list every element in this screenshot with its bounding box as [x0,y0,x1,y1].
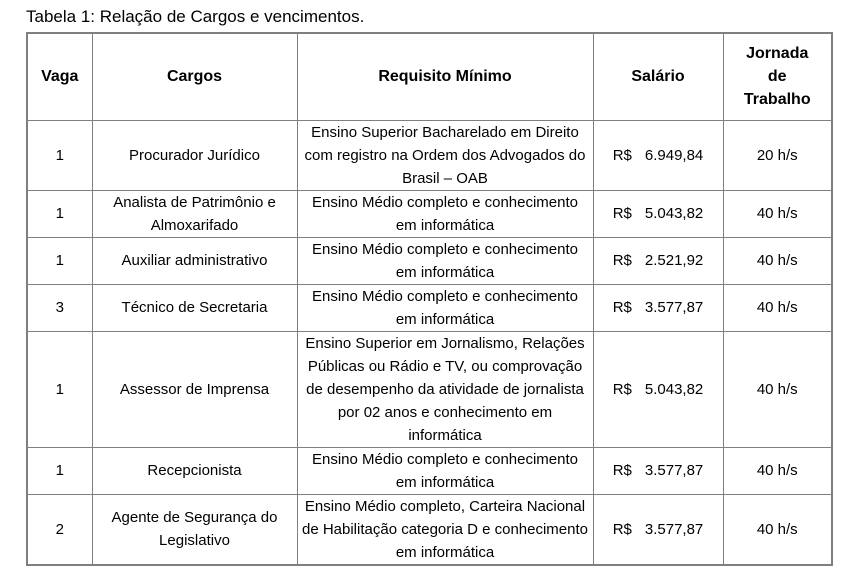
currency-label: R$ [612,299,632,316]
cargo-cell: Analista de Patrimônio e Almoxarifado [92,190,297,237]
table-row [27,447,832,494]
salario-value: 6.949,84 [644,146,704,164]
header-jornada [723,33,832,120]
requisito-cell: Ensino Médio completo e conhecimento em informática [297,447,593,494]
cargo-cell: Auxiliar administrativo [92,237,297,284]
salario-cell [593,494,723,565]
salario-value: 5.043,82 [644,380,704,398]
vaga-cell: 1 [27,190,92,237]
salario-cell [593,190,723,237]
currency-label: R$ [612,380,632,398]
salario-value: 3.577,87 [644,462,704,479]
salario-cell [593,237,723,284]
jornada-cell: 40 h/s [723,190,832,237]
jornada-cell: 20 h/s [723,120,832,190]
jobs-table [26,32,833,566]
table-row [27,190,832,237]
cargo-cell: Recepcionista [92,447,297,494]
cargo-cell: Agente de Segurança do Legislativo [92,494,297,565]
currency-label: R$ [612,205,632,222]
cargo-cell: Técnico de Secretaria [92,284,297,331]
header-salario [593,33,723,120]
jornada-cell: 40 h/s [723,237,832,284]
table-row [27,331,832,447]
requisito-cell: Ensino Superior em Jornalismo, Relações Públicas ou Rádio e TV, ou comprovação de desempenho da atividade de jornalista por 02 anos e conhecimento em informática [297,331,593,447]
requisito-cell: Ensino Médio completo e conhecimento em informática [297,237,593,284]
table-row [27,237,832,284]
salario-cell [593,331,723,447]
table-row [27,120,832,190]
vaga-cell: 3 [27,284,92,331]
currency-label: R$ [612,252,632,269]
jornada-cell: 40 h/s [723,284,832,331]
salario-cell [593,447,723,494]
vaga-cell: 1 [27,331,92,447]
cargo-cell: Assessor de Imprensa [92,331,297,447]
salario-value: 3.577,87 [644,520,704,538]
header-requisito-label: Requisito Mínimo [378,68,512,86]
vaga-cell: 2 [27,494,92,565]
header-cargos [92,33,297,120]
header-salario-label: Salário [631,68,685,86]
cargo-cell: Procurador Jurídico [92,120,297,190]
salario-cell [593,284,723,331]
header-requisito [297,33,593,120]
table-caption: Tabela 1: Relação de Cargos e vencimentos. [26,7,365,26]
header-row [27,33,832,120]
salario-value: 5.043,82 [644,205,704,222]
header-vaga-label: Vaga [41,68,79,86]
requisito-cell: Ensino Médio completo, Carteira Nacional de Habilitação categoria D e conhecimento em informática [297,494,593,565]
salario-value: 3.577,87 [644,299,704,316]
header-cargos-label: Cargos [166,68,223,86]
header-vaga [27,33,92,120]
table-row [27,284,832,331]
currency-label: R$ [612,520,632,538]
jornada-cell: 40 h/s [723,447,832,494]
jornada-cell: 40 h/s [723,331,832,447]
header-jornada-label: Jornada de Trabalho [743,45,811,109]
vaga-cell: 1 [27,237,92,284]
salario-cell [593,120,723,190]
currency-label: R$ [612,146,632,164]
requisito-cell: Ensino Médio completo e conhecimento em informática [297,284,593,331]
table-row [27,494,832,565]
requisito-cell: Ensino Superior Bacharelado em Direito com registro na Ordem dos Advogados do Brasil – OAB [297,120,593,190]
jornada-cell: 40 h/s [723,494,832,565]
vaga-cell: 1 [27,120,92,190]
salario-value: 2.521,92 [644,252,704,269]
currency-label: R$ [612,462,632,479]
vaga-cell: 1 [27,447,92,494]
requisito-cell: Ensino Médio completo e conhecimento em informática [297,190,593,237]
